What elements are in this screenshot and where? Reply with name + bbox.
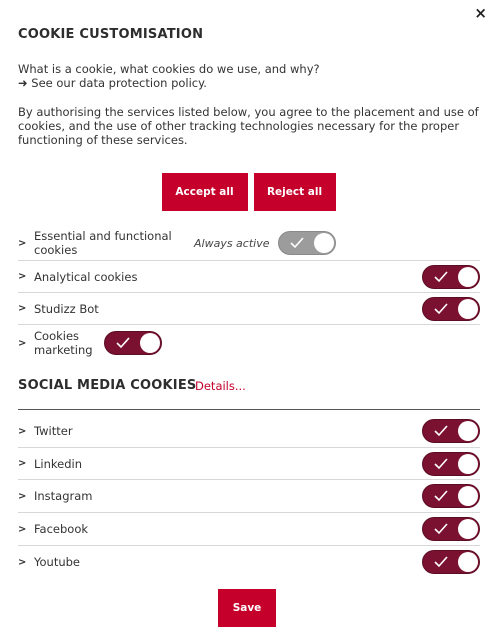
category-row-essential[interactable] xyxy=(18,226,480,261)
close-button[interactable] xyxy=(474,6,487,21)
always-active-label: Always active xyxy=(194,236,270,250)
essential-toggle xyxy=(278,231,336,255)
check-icon xyxy=(433,457,449,471)
check-icon xyxy=(115,336,131,350)
check-icon xyxy=(433,489,449,503)
check-icon xyxy=(433,270,449,284)
social-label: Youtube xyxy=(34,555,80,569)
social-media-title: SOCIAL MEDIA COOKIES xyxy=(18,378,197,393)
social-row-linkedin[interactable] xyxy=(18,448,480,480)
social-label: Linkedin xyxy=(34,456,82,471)
category-label: Cookies marketing xyxy=(34,329,93,357)
check-icon xyxy=(433,555,449,569)
social-label: Twitter xyxy=(34,424,73,438)
toggle-knob xyxy=(458,552,478,572)
chevron-right-icon: > xyxy=(18,523,27,535)
toggle-knob xyxy=(458,454,478,474)
chevron-right-icon: > xyxy=(18,425,27,437)
check-icon xyxy=(433,522,449,536)
chevron-right-icon: > xyxy=(18,271,27,282)
save-button[interactable]: Save xyxy=(218,589,276,627)
reject-all-button[interactable]: Reject all xyxy=(254,173,336,211)
intro-question: What is a cookie, what cookies do we use, and why? xyxy=(18,62,320,76)
intro-text xyxy=(18,62,480,147)
category-label: Essential and functional cookies xyxy=(34,229,172,257)
marketing-toggle[interactable] xyxy=(104,331,162,355)
instagram-toggle[interactable] xyxy=(422,484,480,508)
facebook-toggle[interactable] xyxy=(422,517,480,541)
social-row-instagram[interactable] xyxy=(18,480,480,513)
category-label: Analytical cookies xyxy=(34,269,138,284)
analytical-toggle[interactable] xyxy=(422,265,480,289)
check-icon xyxy=(433,302,449,316)
toggle-knob xyxy=(458,519,478,539)
category-list xyxy=(18,226,480,361)
toggle-knob xyxy=(458,299,478,319)
chevron-right-icon: > xyxy=(18,458,27,469)
linkedin-toggle[interactable] xyxy=(422,452,480,476)
social-row-facebook[interactable] xyxy=(18,513,480,546)
check-icon xyxy=(433,424,449,438)
chevron-right-icon: > xyxy=(18,490,27,502)
category-label: Studizz Bot xyxy=(34,301,99,316)
chevron-right-icon: > xyxy=(18,337,27,349)
social-label: Instagram xyxy=(34,489,93,503)
toggle-knob xyxy=(140,333,160,353)
twitter-toggle[interactable] xyxy=(422,419,480,443)
category-row-analytical[interactable] xyxy=(18,261,480,293)
chevron-right-icon: > xyxy=(18,237,27,249)
social-list xyxy=(18,415,480,578)
category-row-marketing[interactable] xyxy=(18,325,480,361)
policy-link[interactable]: ➜ See our data protection policy. xyxy=(18,76,207,90)
accept-all-button[interactable]: Accept all xyxy=(162,173,248,211)
social-row-twitter[interactable] xyxy=(18,415,480,448)
check-icon xyxy=(289,236,305,250)
chevron-right-icon: > xyxy=(18,303,27,314)
social-label: Facebook xyxy=(34,522,89,536)
chevron-right-icon: > xyxy=(18,556,27,568)
youtube-toggle[interactable] xyxy=(422,550,480,574)
toggle-knob xyxy=(458,267,478,287)
toggle-knob xyxy=(458,486,478,506)
toggle-knob xyxy=(458,421,478,441)
details-link[interactable]: Details... xyxy=(195,379,246,393)
toggle-knob xyxy=(314,233,334,253)
category-row-studizz-bot[interactable] xyxy=(18,293,480,325)
studizz-bot-toggle[interactable] xyxy=(422,297,480,321)
close-icon: × xyxy=(474,4,487,22)
section-divider xyxy=(18,409,480,410)
social-row-youtube[interactable] xyxy=(18,546,480,578)
consent-text: By authorising the services listed below, you agree to the placement and use of cookies, and the use of other tracking technologies necessary for the proper functioning of these services. xyxy=(18,105,479,147)
action-buttons xyxy=(0,173,497,211)
dialog-title: COOKIE CUSTOMISATION xyxy=(18,27,204,42)
